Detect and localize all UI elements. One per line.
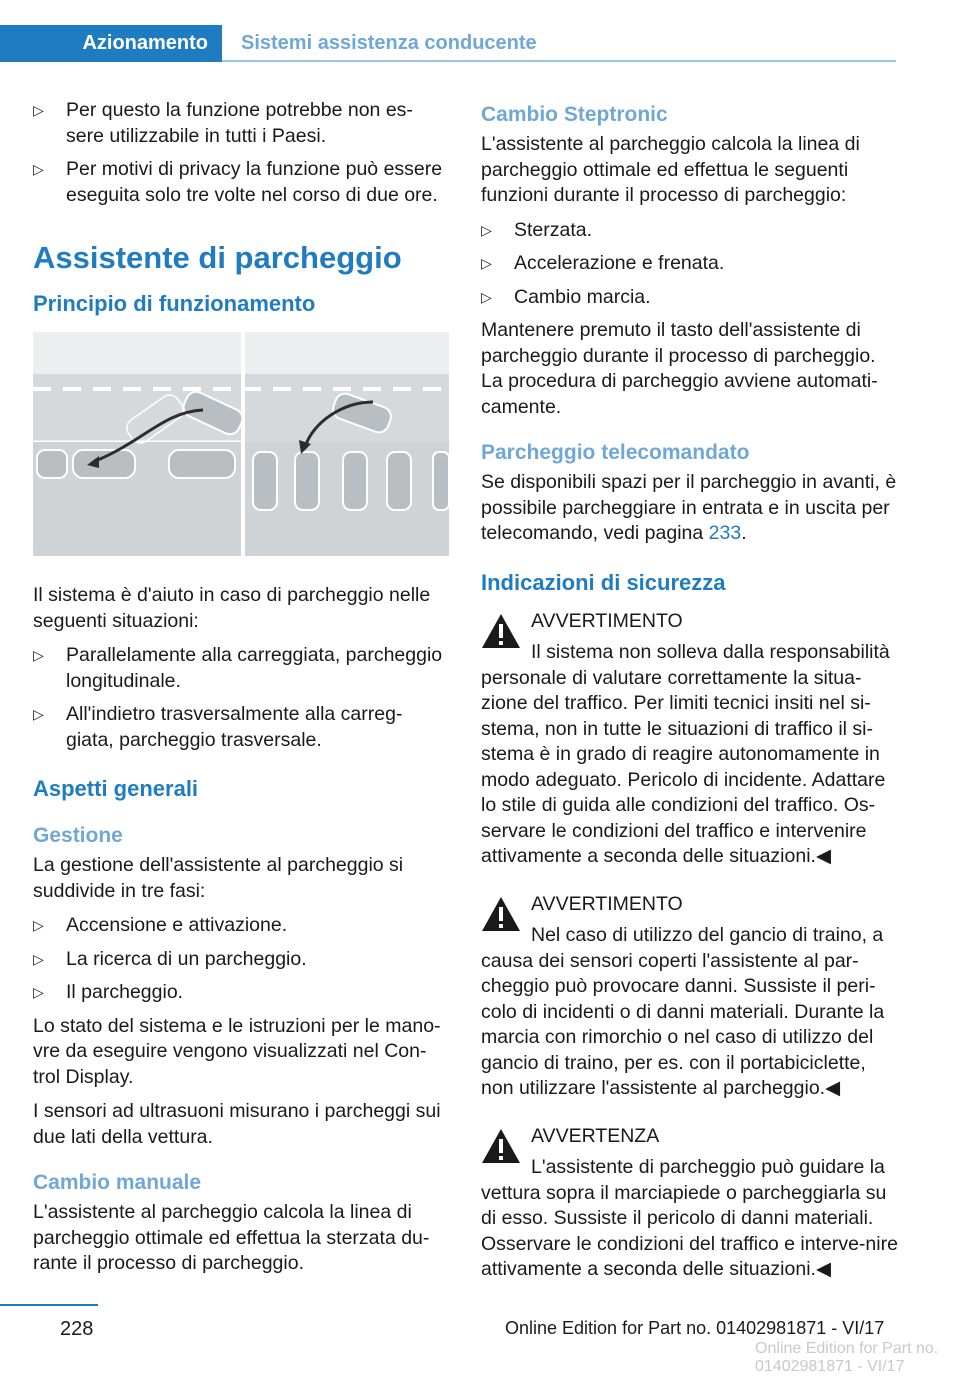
footer-divider xyxy=(0,1304,98,1306)
warning-triangle-icon xyxy=(481,896,521,932)
list-item: ▷ Per motivi di privacy la funzione può essere eseguita solo tre volte nel corso di due ore. xyxy=(33,158,443,206)
list-item: ▷ Per questo la funzione potrebbe non es‐sere utilizzabile in tutti i Paesi. xyxy=(33,99,413,147)
triangle-right-icon: ▷ xyxy=(481,255,492,271)
triangle-right-icon: ▷ xyxy=(481,221,492,238)
list-item: ▷ Sterzata. xyxy=(481,218,899,244)
mantenere-paragraph: Mantenere premuto il tasto dell'assistente di parcheggio durante il processo di parcheggio. La procedura di parcheggio avviene automati‐camente. xyxy=(481,319,878,418)
warning-body: L'assistente di parcheggio può guidare la vettura sopra il marciapiede o parcheggiarla su di esso. Sussiste il pericolo di danni materiali. Osservare le condizioni del traffico e interve‐nire attivamente a seconda delle situazioni.◀ xyxy=(481,1156,898,1280)
triangle-right-icon: ▷ xyxy=(33,917,44,933)
steptronic-paragraph: L'assistente al parcheggio calcola la linea di parcheggio ottimale ed effettua le seguenti funzioni durante il processo di parcheggio: xyxy=(481,133,860,206)
list-item: ▷ Accelerazione e frenata. xyxy=(481,251,899,277)
list-item: ▷ Il parcheggio. xyxy=(33,980,449,1006)
list-item: ▷ All'indietro trasversalmente alla carreg‐giata, parcheggio trasversale. xyxy=(33,703,403,751)
warning-body: Il sistema non solleva dalla responsabilità personale di valutare correttamente la situa‐zione del traffico. Per limiti tecnici insiti nel si‐stema, non in tutte le situazioni di traffico il si‐stema è in grado di reagire autonomamente in modo adeguato. Pericolo di incidente. Adattare lo stile di guida alle condizioni del traffico. Os‐servare le condizioni del traffico e intervenire attivamente a seconda delle situazioni.◀ xyxy=(481,641,890,867)
intro-paragraph: Il sistema è d'aiuto in caso di parcheggio nelle seguenti situazioni: xyxy=(33,584,431,632)
warning-body: Nel caso di utilizzo del gancio di traino, a causa dei sensori coperti l'assistente al par‐cheggio può provocare danni. Sussiste il peri‐colo di incidenti o di danni materiali. Durante la marcia con rimorchio o nel caso di utilizzo del gancio di traino, per es. con il portabiciclette, non utilizzare l'assistente al parcheggio.◀ xyxy=(481,924,885,1099)
warning-triangle-icon xyxy=(481,613,521,649)
heading-cambio-steptronic: Cambio Steptronic xyxy=(481,103,668,126)
heading-gestione: Gestione xyxy=(33,824,123,847)
gestione-paragraph: La gestione dell'assistente al parcheggio si suddivide in tre fasi: xyxy=(33,854,404,902)
stato-paragraph: Lo stato del sistema e le istruzioni per le mano‐vre da eseguire vengono visualizzati nel Con‐trol Display. xyxy=(33,1014,441,1088)
section-title-assistente-parcheggio: Assistente di parcheggio xyxy=(33,240,402,275)
warning-triangle-icon xyxy=(481,1128,521,1164)
sensori-paragraph: I sensori ad ultrasuoni misurano i parcheggi sui due lati della vettura. xyxy=(33,1100,441,1148)
warning-title: AVVERTENZA xyxy=(531,1124,660,1147)
triangle-right-icon: ▷ xyxy=(33,102,44,118)
triangle-right-icon: ▷ xyxy=(33,950,44,967)
chapter-tab-azionamento[interactable]: Azionamento xyxy=(0,25,222,62)
watermark: Online Edition for Part no. 01402981871 - VI/17 xyxy=(755,1340,939,1375)
header-divider xyxy=(222,60,896,62)
warning-title: AVVERTIMENTO xyxy=(531,892,683,915)
section-tab-sistemi-assistenza[interactable]: Sistemi assistenza conducente xyxy=(241,32,537,54)
page-header xyxy=(0,25,896,62)
heading-aspetti-generali: Aspetti generali xyxy=(33,776,199,801)
triangle-right-icon: ▷ xyxy=(33,706,44,722)
heading-indicazioni-sicurezza: Indicazioni di sicurezza xyxy=(481,569,726,595)
heading-parcheggio-telecomandato: Parcheggio telecomandato xyxy=(481,441,750,464)
right-column xyxy=(481,98,899,1305)
warning-title: AVVERTIMENTO xyxy=(531,609,683,632)
edition-label: Online Edition for Part no. 01402981871 - VI/17 xyxy=(505,1318,885,1338)
warning-block xyxy=(481,1124,899,1283)
telecomandato-paragraph: Se disponibili spazi per il parcheggio in avanti, è possibile parcheggiare in entrata e in uscita per telecomando, vedi pagina 233. xyxy=(481,471,897,544)
manuale-paragraph: L'assistente al parcheggio calcola la linea di parcheggio ottimale ed effettua la sterzata du‐rante il processo di parcheggio. xyxy=(33,1201,430,1274)
list-item: ▷ Cambio marcia. xyxy=(481,285,899,311)
list-item: ▷ Parallelamente alla carreggiata, parcheggio longitudinale. xyxy=(33,644,443,692)
triangle-right-icon: ▷ xyxy=(33,161,44,177)
parking-diagram-figure xyxy=(33,332,449,556)
page-link-233[interactable]: 233 xyxy=(708,522,742,544)
list-item: ▷ La ricerca di un parcheggio. xyxy=(33,947,449,973)
triangle-right-icon: ▷ xyxy=(33,984,44,1000)
triangle-right-icon: ▷ xyxy=(481,288,492,305)
heading-principio-funzionamento: Principio di funzionamento xyxy=(33,291,316,316)
list-item: ▷ Accensione e attivazione. xyxy=(33,913,449,939)
heading-cambio-manuale: Cambio manuale xyxy=(33,1171,202,1194)
warning-block xyxy=(481,892,899,1102)
page-number: 228 xyxy=(60,1318,94,1340)
triangle-right-icon: ▷ xyxy=(33,647,44,663)
left-column xyxy=(33,98,449,1286)
warning-block xyxy=(481,609,899,870)
